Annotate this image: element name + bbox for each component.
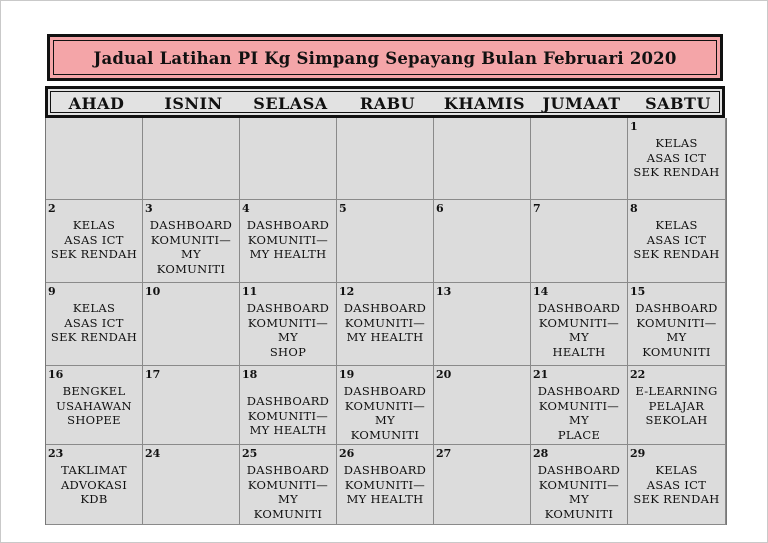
event-line: DASHBOARD: [246, 394, 330, 408]
cell-event: [46, 463, 142, 507]
cell-event: [46, 301, 142, 345]
calendar-cell: [337, 445, 434, 525]
event-line: KOMUNITI—: [247, 232, 329, 247]
cell-event: [628, 301, 725, 359]
cell-date: 13: [436, 285, 452, 298]
event-line: KOMUNITI—: [344, 398, 426, 413]
cell-date: 26: [339, 447, 355, 460]
calendar-cell: [143, 283, 240, 366]
event-line: MY: [666, 330, 687, 344]
event-line: SEK RENDAH: [633, 247, 720, 261]
calendar-cell: [240, 445, 337, 525]
calendar-cell: [143, 445, 240, 525]
event-line: KELAS: [655, 463, 698, 477]
event-line: ASAS ICT: [646, 232, 707, 247]
event-line: KDB: [80, 492, 108, 506]
weekday-ahad: AHAD: [68, 94, 125, 113]
calendar-cell: [434, 445, 531, 525]
event-line: KOMUNITI—: [636, 315, 717, 330]
cell-date: 12: [339, 285, 355, 298]
event-line: MY HEALTH: [346, 330, 424, 344]
event-line: KOMUNITI: [350, 427, 420, 442]
cell-event: [628, 384, 725, 428]
event-line: ASAS ICT: [646, 150, 707, 165]
weekday-header: [45, 86, 725, 118]
cell-date: 15: [630, 285, 646, 298]
calendar-cell: [531, 445, 628, 525]
cell-event: [628, 463, 725, 507]
calendar-cell: [46, 283, 143, 366]
event-line: ASAS ICT: [64, 232, 124, 247]
cell-date: 9: [48, 285, 56, 298]
cell-date: 11: [242, 285, 258, 298]
cell-event: [531, 463, 627, 521]
event-line: DASHBOARD: [343, 301, 427, 315]
event-line: KELAS: [655, 136, 698, 150]
cell-date: 16: [48, 368, 64, 381]
event-line: MY: [181, 247, 201, 261]
event-line: KOMUNITI—: [150, 232, 232, 247]
cell-event: [337, 384, 433, 442]
event-line: KOMUNITI: [156, 261, 226, 276]
event-line: MY: [569, 413, 589, 427]
event-line: MY: [569, 492, 589, 506]
calendar-cell: [628, 118, 726, 200]
cell-date: 25: [242, 447, 258, 460]
cell-event: [531, 301, 627, 359]
event-line: MY HEALTH: [249, 247, 327, 261]
calendar-cell: [531, 200, 628, 283]
cell-date: 22: [630, 368, 646, 381]
event-line: DASHBOARD: [246, 218, 330, 232]
event-line: SEKOLAH: [645, 413, 708, 427]
calendar-cell: [337, 200, 434, 283]
weekday-rabu: RABU: [359, 94, 416, 113]
cell-date: 17: [145, 368, 161, 381]
event-line: KOMUNITI—: [538, 315, 620, 330]
event-line: KOMUNITI—: [247, 477, 329, 492]
event-line: TAKLIMAT: [61, 463, 127, 477]
calendar-cell: [46, 445, 143, 525]
calendar-cell: [628, 283, 726, 366]
event-line: KOMUNITI—: [247, 408, 329, 423]
cell-date: 27: [436, 447, 452, 460]
calendar-cell: [240, 283, 337, 366]
event-line: DASHBOARD: [246, 463, 330, 477]
event-line: KOMUNITI—: [538, 477, 620, 492]
cell-date: 7: [533, 202, 541, 215]
calendar-cell: [434, 283, 531, 366]
cell-event: [337, 463, 433, 507]
cell-event: [628, 136, 725, 180]
cell-event: [531, 384, 627, 442]
calendar-cell: [240, 118, 337, 200]
cell-date: 24: [145, 447, 161, 460]
event-line: DASHBOARD: [246, 301, 330, 315]
cell-event: [240, 301, 336, 359]
event-line: DASHBOARD: [537, 463, 621, 477]
event-line: PELAJAR: [648, 398, 705, 413]
cell-date: 29: [630, 447, 646, 460]
event-line: SEK RENDAH: [633, 165, 720, 179]
event-line: MY: [278, 492, 298, 506]
calendar-cell: [46, 366, 143, 445]
calendar-cell: [628, 200, 726, 283]
calendar-cell: [434, 200, 531, 283]
calendar-cell: [434, 118, 531, 200]
event-line: KELAS: [72, 218, 116, 232]
event-line: MY: [569, 330, 589, 344]
cell-date: 18: [242, 368, 258, 381]
event-line: USAHAWAN: [56, 398, 132, 413]
event-line: SHOPEE: [67, 413, 121, 427]
calendar-cell: [143, 118, 240, 200]
event-line: SEK RENDAH: [50, 330, 138, 344]
cell-event: [46, 384, 142, 428]
cell-date: 4: [242, 202, 250, 215]
weekday-selasa: SELASA: [253, 94, 328, 113]
cell-event: [46, 218, 142, 262]
event-line: KELAS: [72, 301, 116, 315]
calendar-grid: [45, 118, 727, 525]
weekday-khamis: KHAMIS: [443, 94, 526, 113]
event-line: HEALTH: [552, 344, 606, 359]
calendar-cell: [531, 366, 628, 445]
event-line: KOMUNITI—: [538, 398, 620, 413]
calendar-cell: [337, 283, 434, 366]
event-line: ASAS ICT: [646, 477, 707, 492]
calendar-cell: [628, 445, 726, 525]
cell-date: 5: [339, 202, 347, 215]
cell-date: 28: [533, 447, 549, 460]
event-line: ADVOKASI: [60, 477, 128, 492]
cell-event: [628, 218, 725, 262]
event-line: MY HEALTH: [249, 423, 327, 437]
cell-date: 8: [630, 202, 638, 215]
calendar-cell: [143, 366, 240, 445]
cell-date: 23: [48, 447, 64, 460]
event-line: MY: [375, 413, 395, 427]
event-line: KOMUNITI—: [344, 477, 426, 492]
calendar-cell: [240, 366, 337, 445]
calendar-cell: [628, 366, 726, 445]
event-line: DASHBOARD: [537, 301, 621, 315]
event-line: KOMUNITI—: [247, 315, 329, 330]
calendar-cell: [240, 200, 337, 283]
cell-date: 20: [436, 368, 452, 381]
event-line: KOMUNITI: [642, 344, 711, 359]
cell-date: 21: [533, 368, 549, 381]
cell-event: [240, 394, 336, 438]
event-line: KOMUNITI—: [344, 315, 426, 330]
event-line: ASAS ICT: [64, 315, 124, 330]
event-line: PLACE: [557, 427, 601, 442]
event-line: DASHBOARD: [343, 463, 427, 477]
calendar-cell: [337, 366, 434, 445]
event-line: DASHBOARD: [537, 384, 621, 398]
title-banner: [47, 34, 723, 81]
calendar-cell: [46, 118, 143, 200]
cell-date: 6: [436, 202, 444, 215]
calendar-cell: [531, 283, 628, 366]
event-line: BENGKEL: [62, 384, 126, 398]
cell-event: [143, 218, 239, 276]
cell-date: 1: [630, 120, 638, 133]
event-line: SEK RENDAH: [50, 247, 138, 261]
event-line: MY: [278, 330, 298, 344]
calendar-cell: [531, 118, 628, 200]
event-line: KOMUNITI: [544, 506, 614, 521]
cell-date: 14: [533, 285, 549, 298]
event-line: KELAS: [655, 218, 698, 232]
cell-date: 2: [48, 202, 56, 215]
calendar-cell: [46, 200, 143, 283]
event-line: DASHBOARD: [635, 301, 718, 315]
event-line: E-LEARNING: [635, 384, 718, 398]
calendar-cell: [143, 200, 240, 283]
calendar-cell: [434, 366, 531, 445]
cell-event: [337, 301, 433, 345]
event-line: SHOP: [269, 344, 307, 359]
cell-date: 3: [145, 202, 153, 215]
cell-date: 10: [145, 285, 161, 298]
page-title: Jadual Latihan PI Kg Simpang Sepayang Bulan Februari 2020: [93, 49, 677, 68]
event-line: MY HEALTH: [346, 492, 424, 506]
weekday-isnin: ISNIN: [164, 94, 223, 113]
event-line: SEK RENDAH: [633, 492, 720, 506]
weekday-jumaat: JUMAAT: [542, 94, 621, 113]
cell-date: 19: [339, 368, 355, 381]
cell-event: [240, 218, 336, 262]
weekday-sabtu: SABTU: [645, 94, 711, 113]
event-line: DASHBOARD: [149, 218, 233, 232]
event-line: KOMUNITI: [253, 506, 323, 521]
calendar-cell: [337, 118, 434, 200]
cell-event: [240, 463, 336, 521]
event-line: DASHBOARD: [343, 384, 427, 398]
